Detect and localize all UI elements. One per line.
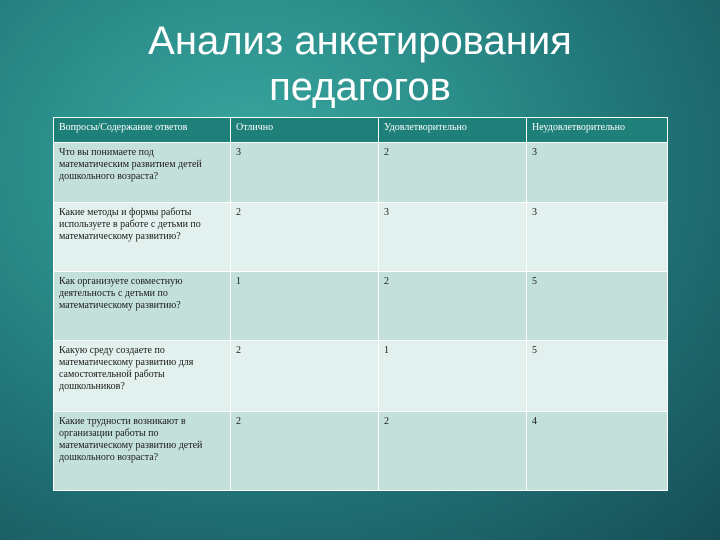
excellent-count: 1 (231, 272, 379, 341)
question-cell: Какие методы и формы работы используете в работе с детьми по математическому развитию? (54, 203, 231, 272)
header-excellent: Отлично (231, 118, 379, 143)
satisfactory-count: 2 (379, 272, 527, 341)
header-unsatisfactory: Неудовлетворительно (527, 118, 668, 143)
table-row (54, 203, 668, 272)
satisfactory-count: 1 (379, 341, 527, 412)
unsatisfactory-count: 3 (527, 203, 668, 272)
header-satisfactory: Удовлетворительно (379, 118, 527, 143)
unsatisfactory-count: 3 (527, 143, 668, 203)
satisfactory-count: 2 (379, 412, 527, 491)
unsatisfactory-count: 5 (527, 272, 668, 341)
satisfactory-count: 2 (379, 143, 527, 203)
question-cell: Как организуете совместную деятельность с детьми по математическому развитию? (54, 272, 231, 341)
header-questions: Вопросы/Содержание ответов (54, 118, 231, 143)
table-row (54, 272, 668, 341)
slide-title-line-2: педагогов (269, 65, 451, 109)
slide-title-line-1: Анализ анкетирования (148, 19, 572, 63)
satisfactory-count: 3 (379, 203, 527, 272)
table-row (54, 143, 668, 203)
excellent-count: 2 (231, 341, 379, 412)
excellent-count: 3 (231, 143, 379, 203)
table-header-row (54, 118, 668, 143)
excellent-count: 2 (231, 412, 379, 491)
question-cell: Что вы понимаете под математическим развитием детей дошкольного возраста? (54, 143, 231, 203)
table-row (54, 412, 668, 491)
unsatisfactory-count: 4 (527, 412, 668, 491)
table-row (54, 341, 668, 412)
slide-title (0, 18, 720, 110)
survey-results-table (53, 117, 668, 491)
excellent-count: 2 (231, 203, 379, 272)
unsatisfactory-count: 5 (527, 341, 668, 412)
question-cell: Какие трудности возникают в организации работы по математическому развитию детей дошкольного возраста? (54, 412, 231, 491)
question-cell: Какую среду создаете по математическому развитию для самостоятельной работы дошкольников? (54, 341, 231, 412)
